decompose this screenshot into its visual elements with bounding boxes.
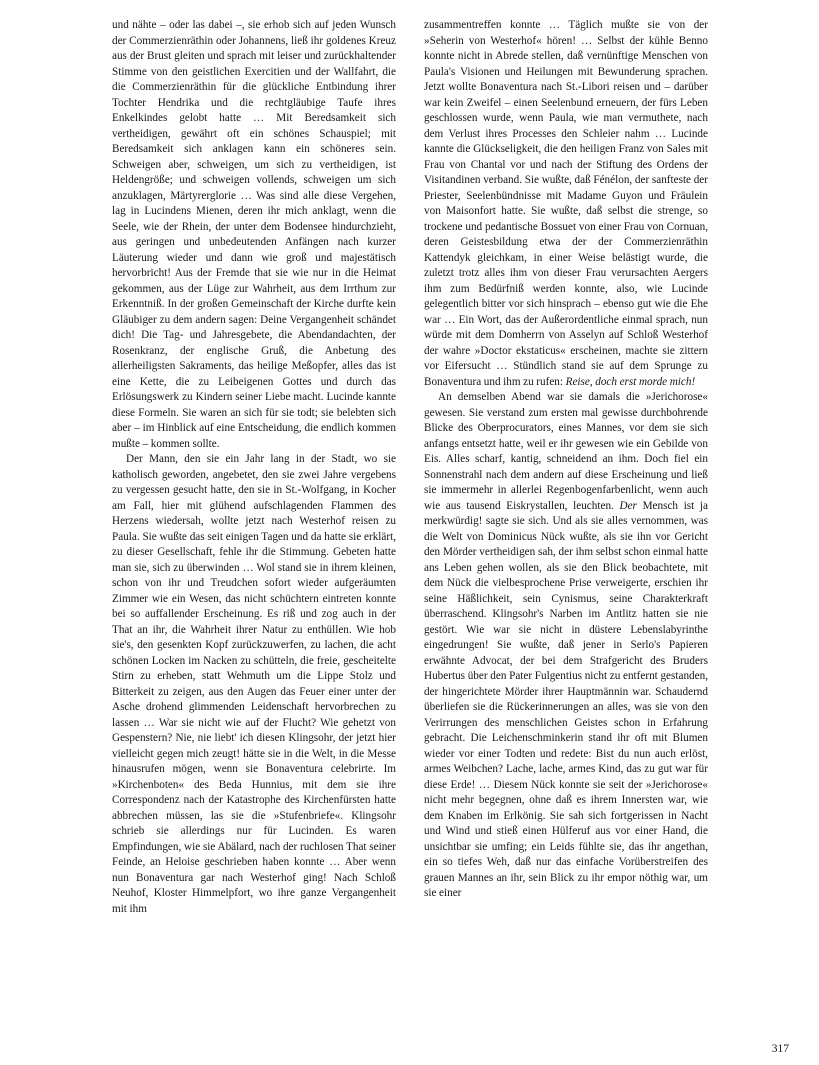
emphasized-text: Der [619, 499, 637, 512]
paragraph [112, 452, 396, 917]
right-column [424, 18, 708, 1032]
paragraph [424, 390, 708, 902]
paragraph [112, 18, 396, 452]
body-text: und nähte – oder las dabei –, sie erhob sich auf jeden Wunsch der Commerzienräthin oder Johannens, ließ ihr goldenes Kreuz aus der Brust gleiten und sprach mit leiser und zurückhaltender Stimme von den geistlichen Exercitien und der Wallfahrt, die die Commerzienräthin für die glückliche Entbindung ihrer Tochter Hendrika und die rechtgläubige Taufe ihres Enkelkindes gelobt hatte … Mit Beredsamkeit sich vertheidigen, gewährt oft ein schönes Schauspiel; mit Beredsamkeit sich anklagen kann ein schöneres sein. Schweigen aber, schweigen, um sich zu vertheidigen, ist Heldengröße; und schweigen vollends, schweigen um sich anzuklagen, Märtyrerglorie … Was sind alle diese Vergehen, lag in Lucindens Mienen, deren ihr mich anklagt, wenn die Seele, wie der Rhein, der unter dem Bodensee hindurchzieht, aus geringen und unbedeutenden Anfängen nach kurzer Läuterung wieder und dann wie groß und majestätisch hervorbricht! Aus der Fremde that sie wie nur in die Heimat gekommen, aus der Lüge zur Wahrheit, aus dem Irrthum zur Erkenntniß. In der großen Gemeinschaft der Kirche durfte kein Gläubiger zu dem andern sagen: Deine Vergangenheit schändet dich! Die Tag- und Jahresgebete, die Abendandachten, der Rosenkranz, der englische Gruß, die Anbetung des allerheiligsten Sakraments, das heilige Meßopfer, alles das ist eine Kette, die zu Leibeigenen Gottes und durch das Erlösungswerk zu Kindern seiner Liebe macht. Lucinde kannte diese Formeln. Sie waren an sich für sie todt; sie belebten sich aber – im Hinblick auf eine Entscheidung, die endlich kommen mußte – kommen sollte. [112, 19, 396, 450]
page-number: 317 [771, 1042, 789, 1055]
body-text: Der Mann, den sie ein Jahr lang in der Stadt, wo sie katholisch geworden, angebetet, den sie zwei Jahre vergebens zu vergessen gesucht hatte, den sie in St.-Wolfgang, in Kocher am Fall, hier mit glühend aufschlagenden Flammen des Herzens wiedersah, wollte jetzt nach Westerhof reisen zu Paula. Sie wußte das seit einigen Tagen und da hatte sie erklärt, zu dieser Gesellschaft, fehle ihr die Stimmung. Gebeten hatte man sie, sich zu überwinden … Wol stand sie in ihrem kleinen, schon von ihr und Treudchen sofort wieder aufgeräumten Zimmer wie ein Wesen, das nicht schüchtern eintreten konnte bei so auffallender Erscheinung. Es riß und zog auch in der That an ihr, die Wahrheit ihrer Natur zu enthüllen. Wie hob sie's, den gesenkten Kopf zurückzuwerfen, zu lachen, die acht schönen Locken im Nacken zu schütteln, die freie, gescheitelte Stirn zu erheben, statt Wehmuth um die Lippe Stolz und Bitterkeit zu zeigen, aus den Augen das Feuer einer unter der Asche drohend glimmenden Leidenschaft hervorbrechen zu lassen … War sie nicht wie auf der Flucht? Wie gehetzt von Gespenstern? Nie, nie liebt' ich diesen Klingsohr, der jetzt hier vielleicht gegen mich zeugt! hätte sie in die Welt, in die Messe hinausrufen mögen, wenn sie Bonaventura celebrirte. Im »Kirchenboten« des Beda Hunnius, mit dem sie ihre Correspondenz nach der Katastrophe des Kirchenfürsten hatte abbrechen müssen, las sie die »Stufenbriefe«. Klingsohr schrieb sie allerdings nur für Lucinden. Es waren Empfindungen, wie sie Abälard, nach der ruchlosen That seiner Feinde, an Heloise geschrieben haben konnte … Aber wenn nun Bonaventura gar nach Westerhof ging! Nach Schloß Neuhof, Kloster Himmelpfort, wo ihre ganze Vergangenheit mit ihm [112, 453, 396, 915]
body-text: An demselben Abend war sie damals die »Jerichorose« gewesen. Sie verstand zum ersten mal gewisse durchbohrende Blicke des Oberprocurators, eines Mannes, vor dem sie sich anfangs entsetzt hatte, weil er ihr gewesen wie ein Gebilde von Eis. Alles scharf, kantig, schneidend an ihm. Doch fiel ein Sonnenstrahl nach dem andern auf diese Erscheinung und ließ sie immermehr in allerlei Regenbogenfarbenlicht, wenn auch wie aus tausend Eiskrystallen, leuchten. [424, 391, 708, 512]
body-text: Mensch ist ja merkwürdig! sagte sie sich. Und als sie alles vernommen, was die Welt von Dominicus Nück wußte, als sie ihn vor Gericht den Mörder vertheidigen sah, der ihm selbst schon einmal hatte ans Leben gehen wollen, als sie den Blick beobachtete, mit dem Nück die vielbesprochene Prise verweigerte, erschien ihr seine Häßlichkeit, sein Cynismus, seine Charakterkraft überraschend. Klingsohr's Narben im Antlitz hatten sie nie gestört. Wie war sie nicht in düstere Lebenslabyrinthe eingedrungen! Sie wußte, daß jener in Serlo's Papieren erwähnte Advocat, der bei dem Strafgericht des Bruders Hubertus über den Pater Fulgentius nicht zu entfernt gestanden, der hingerichtete Mörder ihrer Hauptmännin war. Schaudernd überliefen sie die Rückerinnerungen an alles, was sie von den Verirrungen des menschlichen Geistes schon in Erfahrung gebracht. Die Leichenschminkerin stand ihr oft mit Blumen wieder vor einer Todten und redete: Bist du nun auch erlöst, armes Weibchen? Lache, lache, armes Kind, das zu gut war für diese Erde! … Diesem Nück konnte sie seit der »Jerichorose« nicht mehr begegnen, ohne daß es ihrem Innersten war, wie dem Knaben im Erlkönig. Sie sah sich fortgerissen in Nacht und Wind und stieß einen Hülferuf aus vor einer Hand, die unsichtbar sie umfing; ein Leids fühlte sie, das ihr angethan, ein so tiefes Weh, daß nur das einfache Vorüberstreifen des grauen Mannes an ihr, sein Blick zu ihr empor nöthig war, um sie einer [424, 499, 708, 899]
emphasized-text: Reise, doch erst morde mich! [565, 375, 696, 388]
left-column [112, 18, 396, 1032]
body-text: zusammentreffen konnte … Täglich mußte sie von der »Seherin von Westerhof« hören! … Selbst der kühle Benno konnte nicht in Abrede stellen, daß vernünftige Menschen von Paula's Visionen und Heilungen mit Bewunderung sprachen. Jetzt wollte Bonaventura nach St.-Libori reisen und – darüber war kein Zweifel – einen Seelenbund erneuern, der fürs Leben geschlossen wurde, wenn Paula, wie man vermuthete, nach dem Verlust ihres Processes den Schleier nahm … Lucinde kannte die Glückseligkeit, die den heiligen Franz von Sales mit Frau von Chantal vor und nach der Stiftung des Ordens der Visitandinen verband. Sie wußte, daß Fénélon, der sanfteste der Priester, Seelenbündnisse mit Madame Guyon und Fräulein von Maisonfort hatte. Sie wußte, daß selbst die strenge, so trockene und pedantische Bossuet von einer Frau von Cornuan, deren Geistesbildung etwa der der Commerzienräthin Kattendyk gleichkam, in einer Weise belästigt wurde, die zuletzt trotz alles ihm von dieser Frau verursachten Aergers ihm zum Bedürfniß werden konnte, also, wie Lucinde gelegentlich bitter vor sich hinsprach – ebenso gut wie die Ehe war … Ein Wort, das der Außerordentliche einmal sprach, nun würde mit dem Domherrn von Asselyn auf Schloß Westerhof der wahre »Doctor ekstaticus« erscheinen, machte sie zittern vor Eifersucht … Stündlich stand sie auf dem Sprunge zu Bonaventura und ihm zu rufen: [424, 19, 708, 388]
text-columns [112, 18, 708, 1032]
paragraph [424, 18, 708, 390]
